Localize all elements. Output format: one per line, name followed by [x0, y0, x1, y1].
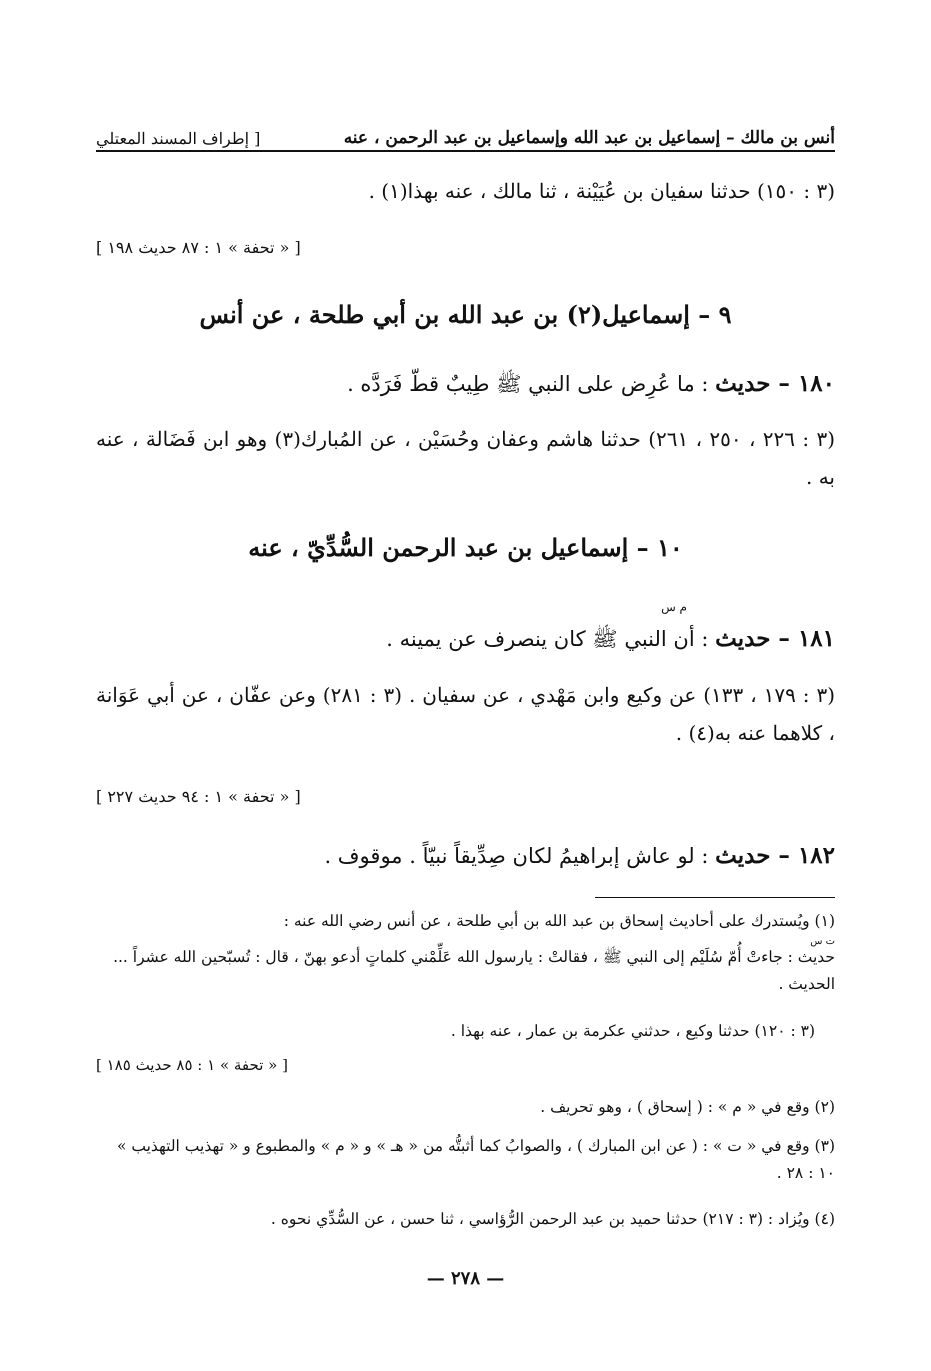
footnote-1-intro: (١) ويُستدرك على أحاديث إسحاق بن عبد الله بن أبي طلحة ، عن أنس رضي الله عنه : — [283, 912, 835, 930]
page — [96, 0, 835, 1371]
hadith-181-chain: (٣ : ١٧٩ ، ١٣٣) عن وكيع وابن مَهْدي ، عن سفيان . (٣ : ٢٨١) وعن عفّان ، عن أبي عَوَانة ، كلاهما عنه به(٤) . — [96, 683, 836, 745]
hadith-181-number: ١٨١ – حديث — [715, 625, 835, 652]
footnote-1-tuhfa-reference: [ « تحفة » ١ : ٨٥ حديث ١٨٥ ] — [96, 1056, 288, 1074]
tuhfa-reference-198: [ « تحفة » ١ : ٨٧ حديث ١٩٨ ] — [96, 238, 301, 257]
footnote-3: (٣) وقع في « ت » : ( عن ابن المبارك ) ، والصوابُ كما أثبتُّه من « هـ » و « م » والمطبوع و « تهذيب التهذيب » ١٠ : ٢٨ . — [116, 1137, 835, 1183]
running-header — [96, 108, 835, 152]
footnote-1-marks: ت س — [810, 936, 835, 947]
section-9-heading: ٩ – إسماعيل(٢) بن عبد الله بن أبي طلحة ، عن أنس — [199, 300, 732, 329]
hadith-182-number: ١٨٢ – حديث — [715, 842, 835, 869]
hadith-180-chain: (٣ : ٢٢٦ ، ٢٥٠ ، ٢٦١) حدثنا هاشم وعفان وحُسَيْن ، عن المُبارك(٣) وهو ابن فَضَالة ، عنه به . — [96, 427, 836, 489]
footnote-1-hadith: حديث : جاءتْ أُمّ سُلَيْم إلى النبي ﷺ ، فقالتْ : يارسول الله عَلِّمْني كلماتٍ أدعو بهنّ ، قال : تُسبّحين الله عشراً ... الحديث . — [113, 948, 835, 994]
header-title: أنس بن مالك – إسماعيل بن عبد الله وإسماعيل بن عبد الرحمن ، عنه — [343, 128, 835, 148]
hadith-182 — [96, 834, 835, 878]
hadith-182-text: : لو عاش إبراهيمُ لكان صِدِّيقاً نبيّاً . موقوف . — [324, 844, 709, 868]
hadith-181 — [96, 617, 835, 661]
hadith-181-marks: م س — [661, 600, 687, 614]
footnote-1-chain: (٣ : ١٢٠) حدثنا وكيع ، حدثني عكرمة بن عمار ، عنه بهذا . — [450, 1022, 815, 1040]
hadith-181-text: : أن النبي ﷺ كان ينصرف عن يمينه . — [386, 627, 709, 651]
footnote-separator — [595, 897, 835, 898]
footnote-2: (٢) وقع في « م » : ( إسحاق ) ، وهو تحريف . — [540, 1098, 835, 1116]
hadith-180 — [96, 362, 835, 406]
header-book-title: [ إطراف المسند المعتلي — [96, 129, 261, 148]
hadith-180-text: : ما عُرِض على النبي ﷺ طِيبٌ قطّ فَرَدَّه . — [347, 372, 709, 396]
footnote-4: (٤) ويُزاد : (٣ : ٢١٧) حدثنا حميد بن عبد الرحمن الرُّؤاسي ، ثنا حسن ، عن السُّدِّي نحوه . — [270, 1210, 835, 1228]
page-number: — ٢٧٨ — — [426, 1268, 505, 1289]
tuhfa-reference-227: [ « تحفة » ١ : ٩٤ حديث ٢٢٧ ] — [96, 787, 301, 806]
paragraph-150: (٣ : ١٥٠) حدثنا سفيان بن عُيَيْنة ، ثنا مالك ، عنه بهذا(١) . — [368, 179, 835, 203]
hadith-180-number: ١٨٠ – حديث — [715, 370, 835, 397]
section-10-heading: ١٠ – إسماعيل بن عبد الرحمن السُّدِّيّ ، عنه — [248, 533, 683, 562]
